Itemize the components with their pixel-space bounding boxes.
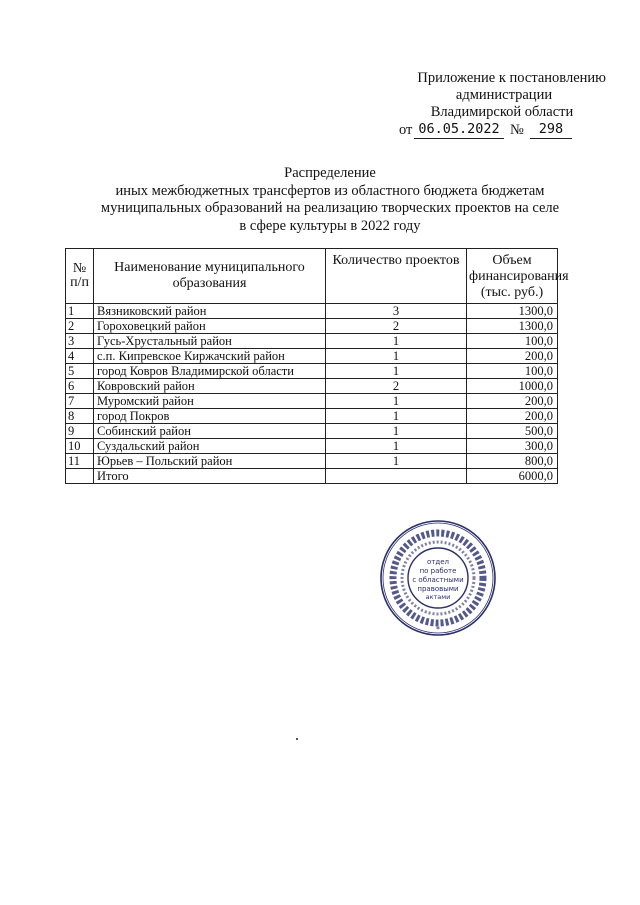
table-row xyxy=(66,439,558,454)
row-count: 1 xyxy=(326,424,467,439)
row-funding: 800,0 xyxy=(467,454,558,469)
row-number: 10 xyxy=(66,439,94,454)
row-number: 2 xyxy=(66,319,94,334)
row-funding: 500,0 xyxy=(467,424,558,439)
total-count-cell xyxy=(326,469,467,484)
row-funding: 200,0 xyxy=(467,349,558,364)
row-number: 9 xyxy=(66,424,94,439)
scan-speck xyxy=(296,738,298,740)
official-stamp xyxy=(379,519,497,637)
decree-reference xyxy=(396,121,606,140)
row-number: 11 xyxy=(66,454,94,469)
row-funding: 1300,0 xyxy=(467,319,558,334)
table-row xyxy=(66,364,558,379)
stamp-text-5: актами xyxy=(425,593,451,601)
row-name: город Ковров Владимирской области xyxy=(94,364,326,379)
total-label: Итого xyxy=(94,469,326,484)
row-name: Ковровский район xyxy=(94,379,326,394)
row-count: 1 xyxy=(326,409,467,424)
row-name: Вязниковский район xyxy=(94,304,326,319)
row-funding: 1300,0 xyxy=(467,304,558,319)
distribution-table xyxy=(65,248,569,484)
title-line-2: иных межбюджетных трансфертов из областного бюджета бюджетам xyxy=(115,182,545,199)
appendix-line-3: Владимирской области xyxy=(430,104,574,120)
total-row xyxy=(66,469,558,484)
row-funding: 1000,0 xyxy=(467,379,558,394)
row-count: 1 xyxy=(326,439,467,454)
stamp-text-1: отдел xyxy=(427,558,449,566)
row-name: город Покров xyxy=(94,409,326,424)
decree-number: 298 xyxy=(530,121,572,139)
table-row xyxy=(66,424,558,439)
row-count: 1 xyxy=(326,334,467,349)
row-name: с.п. Кипревское Киржачский район xyxy=(94,349,326,364)
table-header-row xyxy=(66,249,558,304)
row-count: 1 xyxy=(326,454,467,469)
row-funding: 100,0 xyxy=(467,364,558,379)
table-row xyxy=(66,349,558,364)
row-number: 3 xyxy=(66,334,94,349)
row-name: Гороховецкий район xyxy=(94,319,326,334)
row-number: 8 xyxy=(66,409,94,424)
table-body xyxy=(66,304,558,484)
row-name: Суздальский район xyxy=(94,439,326,454)
from-label: от xyxy=(399,122,413,138)
header-funding: Объем финансирования (тыс. руб.) xyxy=(467,249,558,304)
title-line-4: в сфере культуры в 2022 году xyxy=(239,217,421,234)
row-name: Гусь-Хрустальный район xyxy=(94,334,326,349)
table-row xyxy=(66,334,558,349)
table-row xyxy=(66,304,558,319)
row-number: 6 xyxy=(66,379,94,394)
row-count: 3 xyxy=(326,304,467,319)
stamp-seal xyxy=(379,519,497,637)
row-name: Муромский район xyxy=(94,394,326,409)
stamp-text-2: по работе xyxy=(419,567,457,575)
svg-text:*: * xyxy=(436,625,440,634)
row-count: 1 xyxy=(326,364,467,379)
row-funding: 200,0 xyxy=(467,409,558,424)
table-row xyxy=(66,379,558,394)
row-funding: 100,0 xyxy=(467,334,558,349)
row-name: Юрьев – Польский район xyxy=(94,454,326,469)
row-count: 1 xyxy=(326,394,467,409)
appendix-header xyxy=(396,70,606,140)
row-number: 7 xyxy=(66,394,94,409)
table-row xyxy=(66,319,558,334)
number-label: № xyxy=(510,122,524,138)
appendix-line-2: администрации xyxy=(455,87,553,103)
row-count: 1 xyxy=(326,349,467,364)
table-row xyxy=(66,454,558,469)
decree-date: 06.05.2022 xyxy=(414,121,504,139)
row-number: 5 xyxy=(66,364,94,379)
header-name: Наименование муниципального образования xyxy=(94,249,326,304)
header-num: № п/п xyxy=(66,249,94,304)
total-empty-cell xyxy=(66,469,94,484)
title-line-1: Распределение xyxy=(284,165,376,181)
row-funding: 300,0 xyxy=(467,439,558,454)
stamp-text-3: с областными xyxy=(412,576,464,584)
row-name: Собинский район xyxy=(94,424,326,439)
appendix-line-1: Приложение к постановлению xyxy=(417,70,606,86)
header-count: Количество проектов xyxy=(326,249,467,304)
row-count: 2 xyxy=(326,379,467,394)
row-number: 1 xyxy=(66,304,94,319)
row-number: 4 xyxy=(66,349,94,364)
title-line-3: муниципальных образований на реализацию творческих проектов на селе xyxy=(100,200,560,216)
document-title xyxy=(60,165,600,235)
table-row xyxy=(66,394,558,409)
table-row xyxy=(66,409,558,424)
row-count: 2 xyxy=(326,319,467,334)
row-funding: 200,0 xyxy=(467,394,558,409)
total-funding: 6000,0 xyxy=(467,469,558,484)
stamp-text-4: правовыми xyxy=(417,585,459,593)
